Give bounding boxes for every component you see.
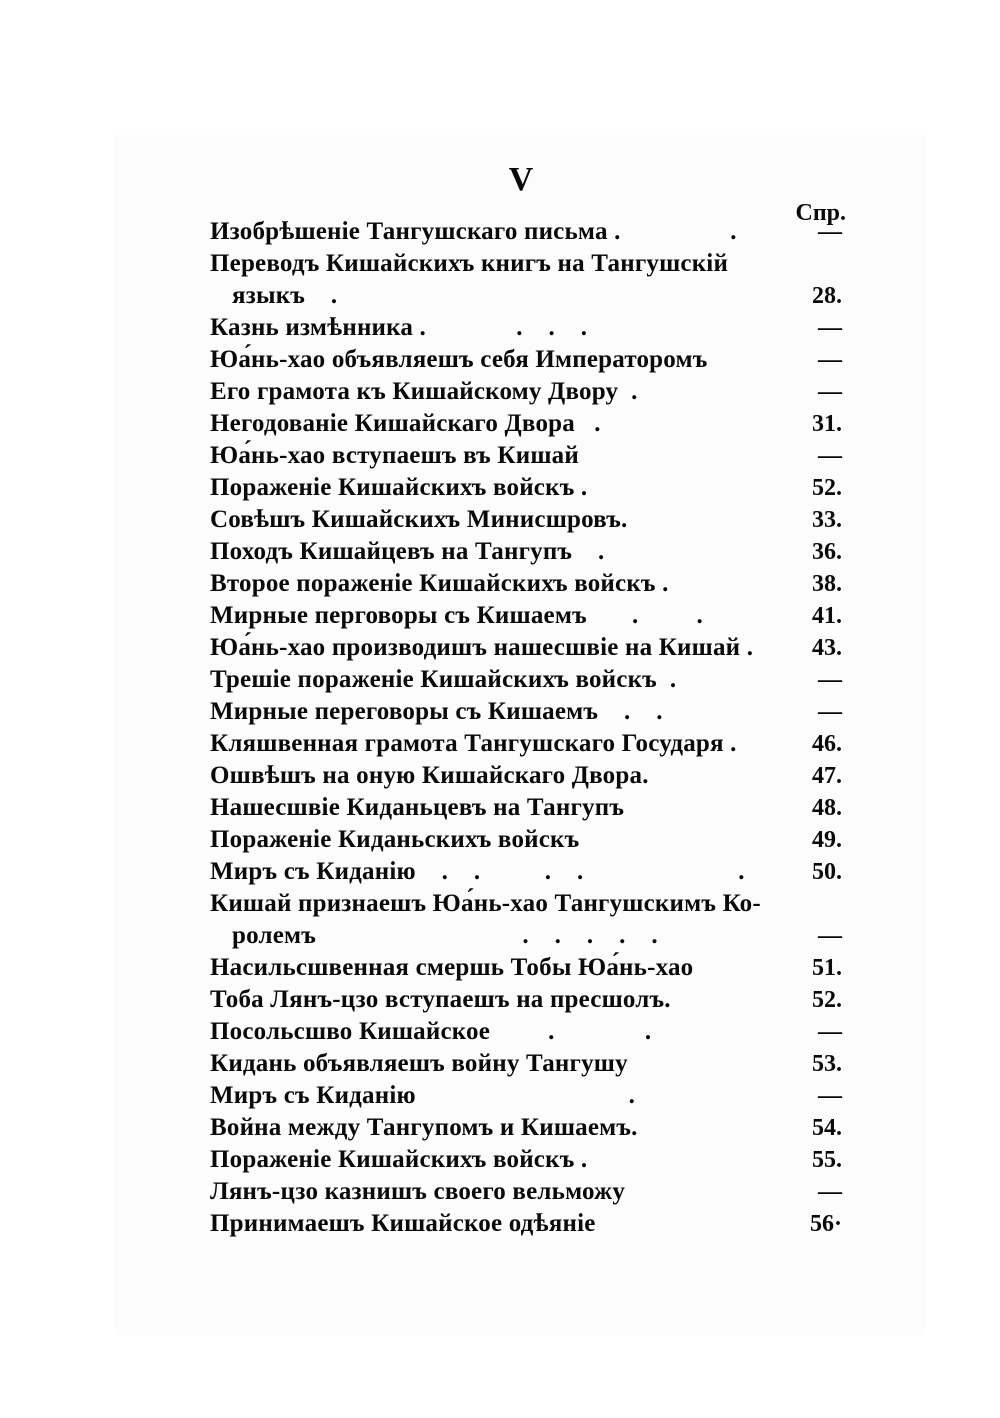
toc-entry [210,664,842,696]
toc-entry-line [210,792,624,824]
toc-entry-title: Трешіе пораженіе Кишайскихъ войскъ [210,666,657,693]
toc-entry-page-number: — [818,443,842,469]
toc-entry [210,344,842,376]
toc-entry [210,1112,842,1144]
toc-entry-line [210,376,638,408]
toc-entry-line [210,1176,625,1208]
toc-entry [210,440,842,472]
toc-entry-line [210,536,604,568]
toc-entry-line [210,760,649,792]
table-of-contents [210,216,842,1240]
toc-entry-title: Тоба Лянъ-цзо вступаешъ на пресшолъ [210,986,665,1013]
toc-entry-page-number: — [818,699,842,725]
toc-entry-line [210,504,628,536]
toc-entry-title: Второе пораженіе Кишайскихъ войскъ [210,570,656,597]
toc-entry-title: Юа́нь-хао производишъ нашесшвіе на Кишай [210,634,741,661]
toc-entry-title: Кидань объявляешъ войну Тангушу [210,1050,628,1077]
toc-entry [210,472,842,504]
toc-entry-line [210,344,708,376]
toc-entry-leader-dots: . [415,1082,636,1109]
toc-entry-title: Совѣшъ Кишайскихъ Минисшровъ [210,506,622,533]
toc-entry-leader-dots: . [574,410,601,437]
toc-entry-line [210,312,587,344]
toc-entry-page-number: — [818,667,842,693]
toc-entry-leader-dots: . . [607,218,737,245]
toc-entry-title: ролемъ [232,922,317,949]
toc-entry-page-number: — [818,1019,842,1045]
toc-entry-page-number: 46. [812,731,842,757]
toc-entry-page-number: 31. [812,411,842,437]
toc-entry-leader-dots: . . [598,698,663,725]
toc-entry-title: Пораженіе Кишайскихъ войскъ [210,1146,575,1173]
toc-entry-page-number: — [818,1083,842,1109]
toc-entry-line [210,248,728,280]
toc-entry-page-number: 54. [812,1115,842,1141]
toc-entry-continuation [210,280,842,312]
toc-entry-line [210,1080,635,1112]
toc-entry-title: Пораженіе Киданьскихъ войскъ [210,826,580,853]
toc-entry-title: Юа́нь-хао вступаешъ въ Кишай [210,442,579,469]
toc-entry-page-number: — [818,1179,842,1205]
toc-entry-title: Миръ съ Киданію [210,1082,416,1109]
toc-entry-title: Юа́нь-хао объявляешъ себя Императоромъ [210,346,708,373]
toc-entry-title: Миръ съ Киданію [210,858,416,885]
toc-entry-line [232,280,337,312]
toc-entry [210,1080,842,1112]
toc-entry [210,760,842,792]
toc-entry [210,376,842,408]
toc-entry-leader-dots: . [574,1146,588,1173]
toc-entry-page-number: 48. [812,795,842,821]
toc-entry-page-number: 38. [812,571,842,597]
toc-entry-title: Нашесшвіе Киданьцевъ на Тангупъ [210,794,625,821]
toc-entry-leader-dots: . [655,570,669,597]
toc-entry-line [210,888,761,920]
toc-entry-line [210,856,745,888]
toc-entry-line [210,568,669,600]
toc-entry-line [210,1016,651,1048]
toc-entry-title: Мирные перговоры съ Кишаемъ [210,602,587,629]
toc-entry-leader-dots: . . [490,1018,652,1045]
toc-entry [210,408,842,440]
toc-entry [210,792,842,824]
toc-entry-leader-dots: . [574,474,588,501]
toc-entry [210,984,842,1016]
toc-entry-leader-dots: . [305,282,338,309]
toc-entry-title: Казнь измѣнника [210,314,414,341]
toc-entry-page-number: 41. [812,603,842,629]
toc-entry-line [210,1048,628,1080]
toc-entry-leader-dots: . [740,634,754,661]
toc-entry-leader-dots: . [618,378,638,405]
toc-entry-title: Ошвѣшъ на оную Кишайскаго Двора [210,762,643,789]
toc-entry-leader-dots: . [723,730,737,757]
toc-entry-title: Лянъ-цзо казнишъ своего вельможу [210,1178,626,1205]
toc-entry-title: Кишай признаешъ Юа́нь-хао Тангушскимъ Ко- [210,890,761,917]
toc-entry [210,952,842,984]
toc-entry [210,632,842,664]
toc-entry-page-number: 56· [809,1211,842,1237]
toc-entry-page-number: — [818,923,842,949]
toc-entry-line [210,632,753,664]
toc-entry-leader-dots: . [664,986,671,1013]
toc-entry-page-number: 55. [812,1147,842,1173]
toc-entry-title: Пораженіе Кишайскихъ войскъ [210,474,575,501]
toc-entry [210,216,842,248]
toc-entry-leader-dots: . . . . . [316,922,658,949]
toc-entry-line [210,728,737,760]
toc-entry-line [210,1208,596,1240]
toc-entry [210,312,842,344]
toc-entry-line [210,1144,587,1176]
toc-entry-title: языкъ [232,282,306,309]
toc-entry-leader-dots: . . . . . [415,858,745,885]
toc-entry-leader-dots: . [656,666,677,693]
toc-entry [210,504,842,536]
toc-entry-line [210,408,601,440]
toc-entry-page-number: — [818,379,842,405]
toc-entry-title: Война между Тангупомъ и Кишаемъ [210,1114,632,1141]
toc-entry-page-number: 52. [812,987,842,1013]
toc-entry-page-number: 49. [812,827,842,853]
toc-entry-leader-dots: . [631,1114,638,1141]
toc-entry-leader-dots: . [642,762,649,789]
page-folio: V [508,161,534,198]
toc-entry-page-number: 36. [812,539,842,565]
toc-entry-title: Насильсшвенная смершь Тобы Юа́нь-хао [210,954,694,981]
toc-entry-leader-dots: . . [586,602,703,629]
toc-entry [210,824,842,856]
toc-entry [210,1144,842,1176]
toc-entry-title: Изобрѣшеніе Тангушскаго письма [210,218,608,245]
toc-entry-page-number: 52. [812,475,842,501]
toc-entry-page-number: 50. [812,859,842,885]
toc-entry [210,728,842,760]
toc-entry-title: Переводъ Кишайскихъ книгъ на Тангушскій [210,250,729,277]
toc-entry-title: Кляшвенная грамота Тангушскаго Государя [210,730,724,757]
toc-entry [210,856,842,888]
toc-entry-line [210,984,671,1016]
toc-entry-line [210,440,579,472]
toc-entry-line [210,1112,638,1144]
toc-entry-leader-dots: . [621,506,628,533]
toc-entry-title: Мирные переговоры съ Кишаемъ [210,698,599,725]
toc-entry-page-number: — [818,347,842,373]
toc-entry-line [210,952,693,984]
toc-entry [210,888,842,920]
toc-entry-line [210,664,676,696]
toc-entry-title: Негодованіе Кишайскаго Двора [210,410,575,437]
toc-entry [210,696,842,728]
toc-entry-title: Принимаешъ Кишайское одѣяніе [210,1210,596,1237]
toc-entry-line [210,824,579,856]
toc-entry-line [210,472,587,504]
toc-entry-line [210,600,703,632]
toc-entry-line [232,920,658,952]
toc-entry [210,1176,842,1208]
toc-entry-line [210,696,663,728]
toc-entry [210,248,842,280]
toc-entry-page-number: 53. [812,1051,842,1077]
toc-entry [210,1016,842,1048]
toc-entry-page-number: 47. [812,763,842,789]
toc-entry-page-number: — [818,315,842,341]
toc-entry-title: Его грамота къ Кишайскому Двору [210,378,619,405]
toc-entry [210,568,842,600]
toc-entry-title: Походъ Кишайцевъ на Тангупъ [210,538,573,565]
toc-entry-title: Посольсшво Кишайское [210,1018,491,1045]
toc-entry-page-number: 51. [812,955,842,981]
toc-entry [210,536,842,568]
toc-entry-page-number: 33. [812,507,842,533]
toc-entry-line [210,216,737,248]
toc-entry-leader-dots: . . . . [413,314,588,341]
toc-entry [210,1208,842,1240]
toc-entry-page-number: 43. [812,635,842,661]
toc-entry [210,1048,842,1080]
toc-entry-page-number: 28. [812,283,842,309]
toc-entry-page-number: — [818,219,842,245]
page-column-header: Спр. [795,200,846,226]
toc-entry [210,600,842,632]
toc-entry-continuation [210,920,842,952]
toc-entry-leader-dots: . [572,538,605,565]
